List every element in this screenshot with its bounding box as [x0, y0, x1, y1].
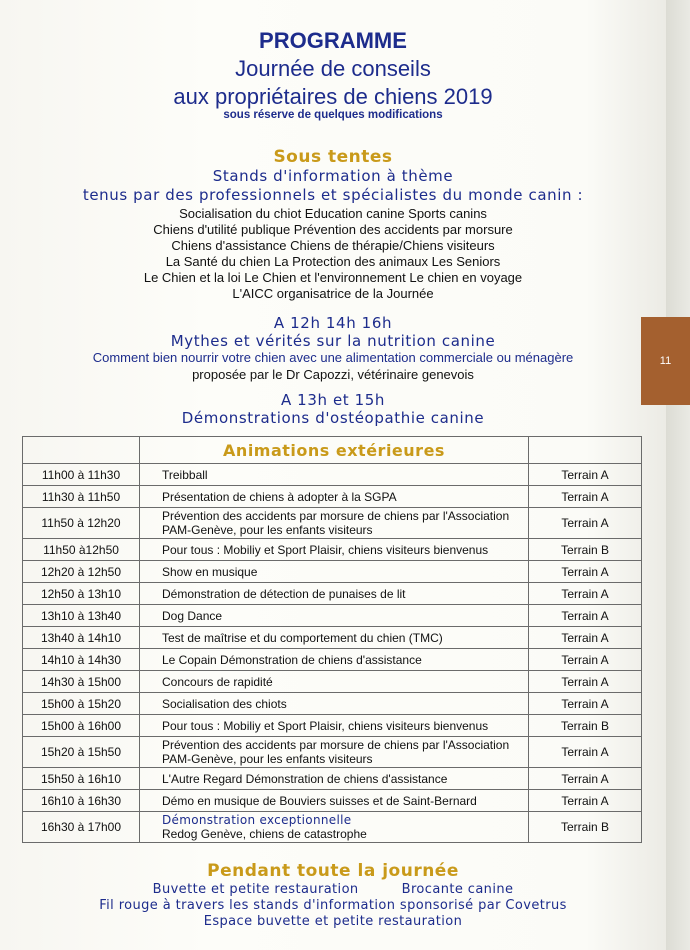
- nutrition-title: Mythes et vérités sur la nutrition canine: [170, 332, 496, 350]
- table-row: [23, 508, 642, 539]
- place-cell: Terrain A: [529, 693, 642, 715]
- time-cell: 15h00 à 15h20: [23, 693, 140, 715]
- nutrition-times: A 12h 14h 16h: [273, 314, 393, 332]
- table-row: [23, 539, 642, 561]
- page-number: 11: [659, 355, 672, 367]
- program-subtitle-1: Journée de conseils: [235, 56, 431, 81]
- activity-cell: Prévention des accidents par morsure de chiens par l'Association PAM-Genève, pour les enfants visiteurs: [140, 737, 529, 768]
- tents-line: Chiens d'assistance Chiens de thérapie/Chiens visiteurs: [171, 238, 495, 253]
- allday-brocante: Brocante canine: [401, 882, 514, 897]
- time-cell: 12h50 à 13h10: [23, 583, 140, 605]
- program-title: PROGRAMME: [259, 28, 407, 53]
- activity-cell: Présentation de chiens à adopter à la SGPA: [140, 486, 529, 508]
- time-cell: 13h40 à 14h10: [23, 627, 140, 649]
- time-cell: 11h50 à 12h20: [23, 508, 140, 539]
- schedule-title: Animations extérieures: [140, 437, 529, 464]
- activity-detail: Redog Genève, chiens de catastrophe: [162, 827, 367, 841]
- schedule-header-row: [23, 437, 642, 464]
- time-cell: 13h10 à 13h40: [23, 605, 140, 627]
- place-cell: Terrain B: [529, 812, 642, 843]
- time-cell: 11h50 à12h50: [23, 539, 140, 561]
- place-cell: Terrain A: [529, 737, 642, 768]
- tents-heading: Sous tentes: [273, 147, 393, 167]
- tents-subtitle-2: tenus par des professionnels et spécialistes du monde canin :: [82, 186, 584, 204]
- table-row: [23, 649, 642, 671]
- activity-cell: Treibball: [140, 464, 529, 486]
- activity-cell: Test de maîtrise et du comportement du chien (TMC): [140, 627, 529, 649]
- allday-line-3: Espace buvette et petite restauration: [203, 914, 463, 929]
- time-cell: 14h10 à 14h30: [23, 649, 140, 671]
- allday-buvette: Buvette et petite restauration: [152, 882, 359, 897]
- place-cell: Terrain A: [529, 561, 642, 583]
- table-row: [23, 605, 642, 627]
- place-cell: Terrain A: [529, 605, 642, 627]
- activity-cell: Pour tous : Mobiliy et Sport Plaisir, chiens visiteurs bienvenus: [140, 539, 529, 561]
- osteo-title: Démonstrations d'ostéopathie canine: [181, 409, 485, 427]
- activity-cell: Socialisation des chiots: [140, 693, 529, 715]
- table-row: [23, 486, 642, 508]
- tents-line: Le Chien et la loi Le Chien et l'environnement Le chien en voyage: [143, 270, 523, 285]
- place-cell: Terrain A: [529, 508, 642, 539]
- time-cell: 12h20 à 12h50: [23, 561, 140, 583]
- osteo-times: A 13h et 15h: [280, 391, 386, 409]
- nutrition-presenter: proposée par le Dr Capozzi, vétérinaire genevois: [192, 367, 474, 382]
- table-row: [23, 812, 642, 843]
- activity-cell: L'Autre Regard Démonstration de chiens d'assistance: [140, 768, 529, 790]
- place-cell: Terrain B: [529, 539, 642, 561]
- place-cell: Terrain B: [529, 715, 642, 737]
- time-cell: 14h30 à 15h00: [23, 671, 140, 693]
- place-cell: Terrain A: [529, 486, 642, 508]
- activity-highlight: Démonstration exceptionnelle: [162, 813, 352, 827]
- program-note: sous réserve de quelques modifications: [223, 109, 443, 121]
- nutrition-description: Comment bien nourrir votre chien avec une alimentation commerciale ou ménagère: [92, 350, 574, 365]
- table-row: [23, 693, 642, 715]
- table-row: [23, 715, 642, 737]
- tents-subtitle-1: Stands d'information à thème: [212, 167, 454, 185]
- activity-cell: Le Copain Démonstration de chiens d'assistance: [140, 649, 529, 671]
- place-cell: Terrain A: [529, 649, 642, 671]
- allday-line-2: Fil rouge à travers les stands d'information sponsorisé par Covetrus: [99, 898, 567, 913]
- tents-line: Socialisation du chiot Education canine Sports canins: [179, 206, 487, 221]
- allday-line-1: [0, 882, 666, 897]
- table-row: [23, 671, 642, 693]
- activity-cell: Démonstration de détection de punaises de lit: [140, 583, 529, 605]
- activity-cell: Pour tous : Mobiliy et Sport Plaisir, chiens visiteurs bienvenus: [140, 715, 529, 737]
- activity-cell: Prévention des accidents par morsure de chiens par l'Association PAM-Genève, pour les enfants visiteurs: [140, 508, 529, 539]
- place-cell: Terrain A: [529, 464, 642, 486]
- tents-line: Chiens d'utilité publique Prévention des accidents par morsure: [153, 222, 513, 237]
- table-row: [23, 768, 642, 790]
- place-cell: Terrain A: [529, 768, 642, 790]
- place-cell: Terrain A: [529, 671, 642, 693]
- activity-cell: Concours de rapidité: [140, 671, 529, 693]
- activity-cell: Démo en musique de Bouviers suisses et de Saint-Bernard: [140, 790, 529, 812]
- time-cell: 16h10 à 16h30: [23, 790, 140, 812]
- time-cell: 11h30 à 11h50: [23, 486, 140, 508]
- place-cell: Terrain A: [529, 790, 642, 812]
- table-row: [23, 583, 642, 605]
- table-row: [23, 627, 642, 649]
- time-cell: 15h20 à 15h50: [23, 737, 140, 768]
- time-cell: 15h50 à 16h10: [23, 768, 140, 790]
- schedule-table: [22, 436, 642, 843]
- program-subtitle-2: aux propriétaires de chiens 2019: [173, 84, 493, 109]
- activity-cell: [140, 812, 529, 843]
- time-cell: 11h00 à 11h30: [23, 464, 140, 486]
- activity-cell: Show en musique: [140, 561, 529, 583]
- place-cell: Terrain A: [529, 627, 642, 649]
- page-edge: [666, 0, 690, 950]
- table-row: [23, 737, 642, 768]
- allday-heading: Pendant toute la journée: [207, 861, 459, 881]
- time-cell: 15h00 à 16h00: [23, 715, 140, 737]
- time-cell: 16h30 à 17h00: [23, 812, 140, 843]
- table-row: [23, 464, 642, 486]
- tents-line: La Santé du chien La Protection des animaux Les Seniors: [165, 254, 501, 269]
- tents-line: L'AICC organisatrice de la Journée: [232, 286, 434, 301]
- table-row: [23, 561, 642, 583]
- activity-cell: Dog Dance: [140, 605, 529, 627]
- table-row: [23, 790, 642, 812]
- place-cell: Terrain A: [529, 583, 642, 605]
